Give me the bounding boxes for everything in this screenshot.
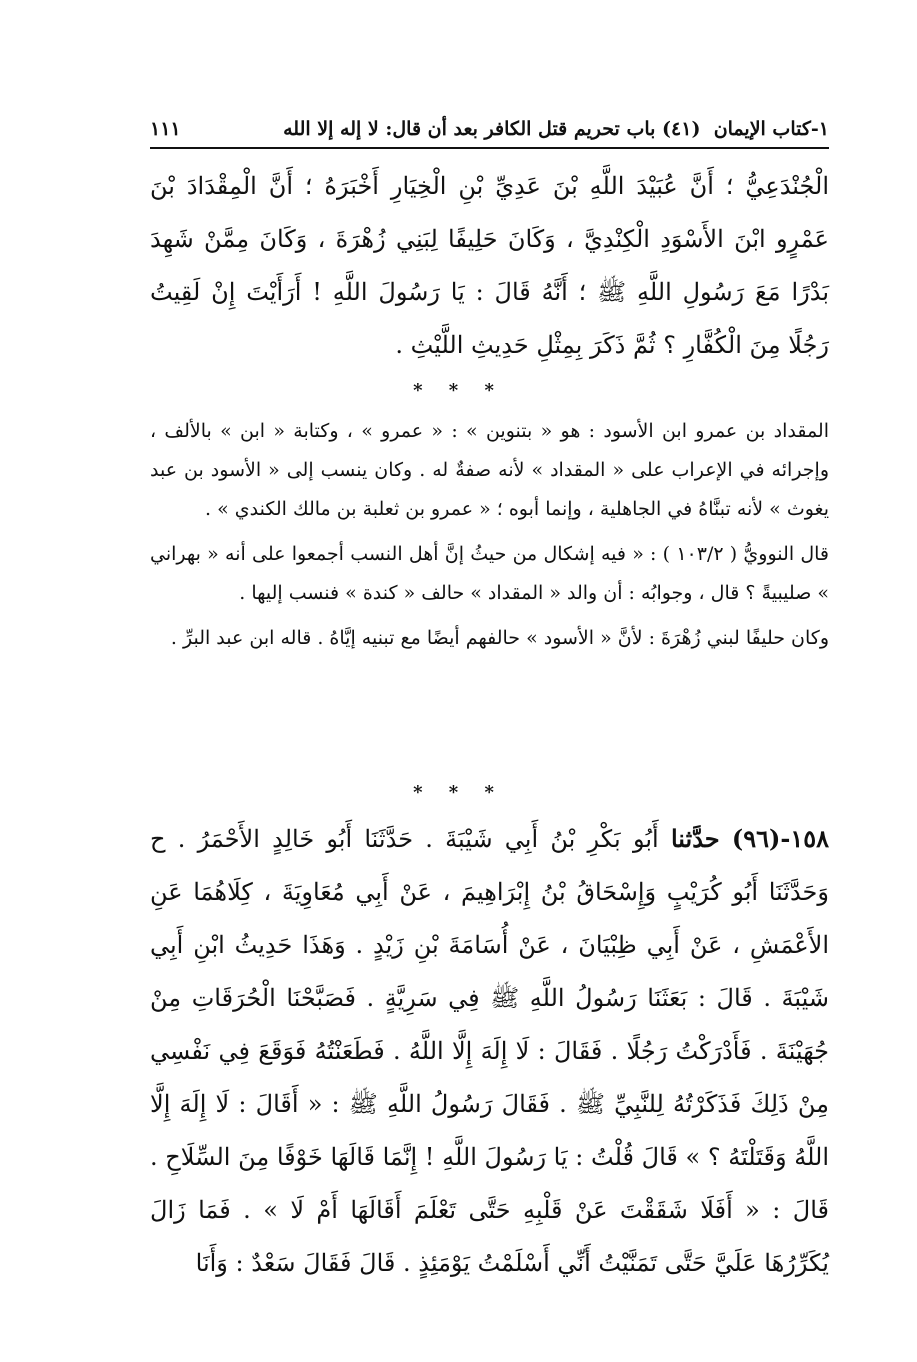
hadith-text: الْجُنْدَعِيُّ ؛ أَنَّ عُبَيْدَ اللَّهِ بْنَ عَدِيِّ بْنِ الْخِيَارِ أَخْبَرَهُ ؛ أَنَّ الْمِقْدَادَ بْنَ عَمْرٍو ابْنَ الأَسْوَدِ الْكِنْدِيَّ ، وَكَانَ حَلِيفًا لِبَنِي زُهْرَةَ ، وَكَانَ مِمَّنْ شَهِدَ بَدْرًا مَعَ رَسُولِ اللَّهِ ﷺ ؛ أَنَّهُ قَالَ : يَا رَسُولَ اللَّهِ ! أَرَأَيْتَ إِنْ لَقِيتُ رَجُلًا مِنَ الْكُفَّارِ ؟ ثُمَّ ذَكَرَ بِمِثْلِ حَدِيثِ اللَّيْثِ . <box>150 172 829 359</box>
commentary-paragraph: وكان حليفًا لبني زُهْرَةَ : لأنَّ « الأسود » حالفهم أيضًا مع تبنيه إيَّاهُ . قاله ابن عبد البرِّ . <box>170 627 829 649</box>
section-separator: * * * <box>413 380 504 401</box>
hadith-body: أَبُو بَكْرِ بْنُ أَبِي شَيْبَةَ . حَدَّثَنَا أَبُو خَالِدٍ الأَحْمَرُ . ح وَحَدَّثَنَا أَبُو كُرَيْبٍ وَإِسْحَاقُ بْنُ إِبْرَاهِيمَ ، عَنْ أَبِي مُعَاوِيَةَ ، كِلَاهُمَا عَنِ الأَعْمَشِ ، عَنْ أَبِي ظِبْيَانَ ، عَنْ أُسَامَةَ بْنِ زَيْدٍ . وَهَذَا حَدِيثُ ابْنِ أَبِي شَيْبَةَ . قَالَ : بَعَثَنَا رَسُولُ اللَّهِ ﷺ فِي سَرِيَّةٍ . فَصَبَّحْنَا الْحُرَقَاتِ مِنْ جُهَيْنَةَ . فَأَدْرَكْتُ رَجُلًا . فَقَالَ : لَا إِلَهَ إِلَّا اللَّهُ . فَطَعَنْتُهُ فَوَقَعَ فِي نَفْسِي مِنْ ذَلِكَ فَذَكَرْتُهُ لِلنَّبِيِّ ﷺ . فَقَالَ رَسُولُ اللَّهِ ﷺ : « أَقَالَ : لَا إِلَهَ إِلَّا اللَّهُ وَقَتَلْتَهُ ؟ » قَالَ قُلْتُ : يَا رَسُولَ اللَّهِ ! إِنَّمَا قَالَهَا خَوْفًا مِنَ السِّلَاحِ . قَالَ : « أَفَلَا شَقَقْتَ عَنْ قَلْبِهِ حَتَّى تَعْلَمَ أَقَالَهَا أَمْ لَا » . فَمَا زَالَ يُكَرِّرُهَا عَلَيَّ حَتَّى تَمَنَّيْتُ أَنِّي أَسْلَمْتُ يَوْمَئِذٍ . قَالَ فَقَالَ سَعْدٌ : وَأَنَا <box>150 825 830 1277</box>
hadith-lead: حدَّثنا <box>670 824 720 853</box>
hadith-continuation <box>150 160 829 372</box>
hadith-158 <box>150 812 829 1290</box>
commentary-notes <box>150 412 829 664</box>
book-title: ١-كتاب الإيمان (٤١) باب تحريم قتل الكافر بعد أن قال: لا إله إلا الله <box>283 118 829 140</box>
header-divider <box>150 147 829 149</box>
hadith-text <box>150 812 829 1290</box>
page-number: ١١١ <box>150 118 181 140</box>
commentary-paragraph: المقداد بن عمرو ابن الأسود : هو « بتنوين » : « عمرو » ، وكتابة « ابن » بالألف ، وإجرائه في الإعراب على « المقداد » لأنه صفةٌ له . وكان ينسب إلى « الأسود بن عبد يغوث » لأنه تبنَّاهُ في الجاهلية ، وإنما أبوه ؛ « عمرو بن ثعلبة بن مالك الكندي » . <box>150 420 829 520</box>
hadith-number: ١٥٨-(٩٦) <box>731 824 829 853</box>
running-header <box>150 100 829 140</box>
section-separator: * * * <box>413 782 504 803</box>
commentary-paragraph: قال النوويُّ ( ١٠٣/٢ ) : « فيه إشكال من حيثُ إنَّ أهل النسب أجمعوا على أنه « بهراني » صليبيةً ؟ قال ، وجوابُه : أن والد « المقداد » حالف « كندة » فنسب إليها . <box>150 543 830 604</box>
